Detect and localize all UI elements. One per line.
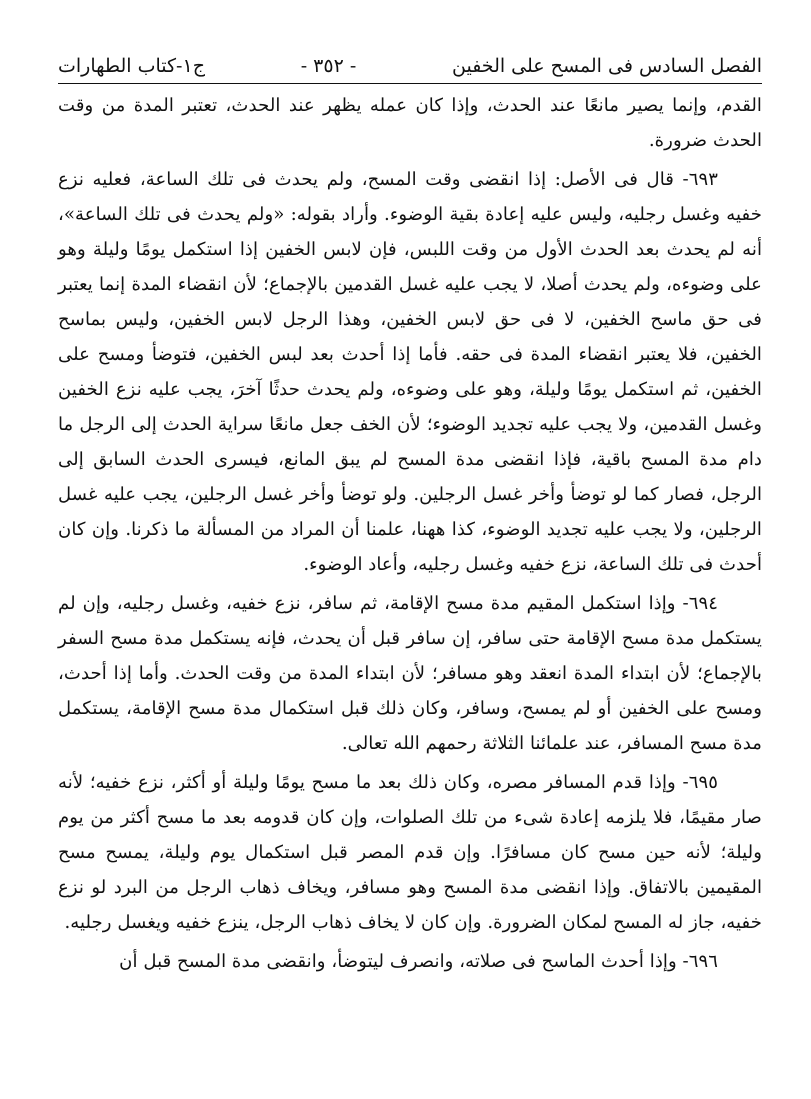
- paragraph-693: ٦٩٣- قال فى الأصل: إذا انقضى وقت المسح، ولم يحدث فى تلك الساعة، فعليه نزع خفيه وغسل رجليه، وليس عليه إعادة بقية الوضوء. وأراد بقوله: «ولم يحدث فى تلك الساعة»، أنه لم يحدث بعد الحدث الأول من وقت اللبس، فإن لابس الخفين إذا استكمل يومًا وليلة وهو على وضوءه، ولم يحدث أصلا، لا يجب عليه غسل القدمين بالإجماع؛ لأن انقضاء المدة إنما يعتبر فى حق ماسح الخفين، لا فى حق لابس الخفين، وهذا الرجل لابس الخفين، وليس بماسح الخفين، فلا يعتبر انقضاء المدة فى حقه. فأما إذا أحدث بعد لبس الخفين، فتوضأ ومسح على الخفين، ثم استكمل يومًا وليلة، وهو على وضوءه، ولم يحدث حدثًا آخرَ، يجب عليه نزع الخفين وغسل القدمين، ولا يجب عليه تجديد الوضوء؛ لأن الخف جعل مانعًا سراية الحدث إلى الرجل ما دام مدة المسح باقية، فإذا انقضى مدة المسح لم يبق المانع، فيسرى الحدث السابق إلى الرجل، فصار كما لو توضأ وأخر غسل الرجلين. ولو توضأ وأخر غسل الرجلين، يجب عليه غسل الرجلين، ولا يجب عليه تجديد الوضوء، كذا ههنا، علمنا أن المراد من المسألة ما ذكرنا. وإن كان أحدث فى تلك الساعة، نزع خفيه وغسل رجليه، وأعاد الوضوء.: [58, 169, 762, 575]
- book-title: ج١-كتاب الطهارات: [58, 55, 205, 77]
- running-header: [58, 52, 762, 84]
- page-number: - ٣٥٢ -: [300, 55, 357, 77]
- paragraph-continuation: القدم، وإنما يصير مانعًا عند الحدث، وإذا كان عمله يظهر عند الحدث، تعتبر المدة من وقت الحدث ضرورة.: [58, 95, 762, 151]
- header-middle: [301, 52, 357, 80]
- book-page: [58, 52, 762, 979]
- paragraph-696: ٦٩٦- وإذا أحدث الماسح فى صلاته، وانصرف ليتوضأ، وانقضى مدة المسح قبل أن: [119, 951, 718, 972]
- body-text: [58, 88, 762, 979]
- paragraph-694: ٦٩٤- وإذا استكمل المقيم مدة مسح الإقامة، ثم سافر، نزع خفيه، وغسل رجليه، وإن لم يستكمل مدة مسح الإقامة حتى سافر، إن سافر قبل أن يحدث، فإنه يستكمل مدة مسح السفر بالإجماع؛ لأن ابتداء المدة انعقد وهو مسافر؛ لأن ابتداء المدة من وقت الحدث. وأما إذا أحدث، ومسح على الخفين أو لم يمسح، وسافر، وكان ذلك قبل استكمال مدة مسح الإقامة، يستكمل مدة مسح المسافر، عند علمائنا الثلاثة رحمهم الله تعالى.: [58, 593, 762, 754]
- paragraph-695: ٦٩٥- وإذا قدم المسافر مصره، وكان ذلك بعد ما مسح يومًا وليلة أو أكثر، نزع خفيه؛ لأنه صار مقيمًا، فلا يلزمه إعادة شىء من تلك الصلوات، وإن كان قدومه بعد ما مسح أكثر من يوم وليلة؛ لأنه حين مسح كان مسافرًا. وإن قدم المصر قبل استكمال يوم وليلة، يمسح مسح المقيمين بالاتفاق. وإذا انقضى مدة المسح وهو مسافر، ويخاف ذهاب الرجل من البرد لو نزع خفيه، جاز له المسح لمكان الضرورة. وإن كان لا يخاف ذهاب الرجل، ينزع خفيه ويغسل رجليه.: [58, 772, 762, 933]
- chapter-title: الفصل السادس فى المسح على الخفين: [452, 55, 762, 77]
